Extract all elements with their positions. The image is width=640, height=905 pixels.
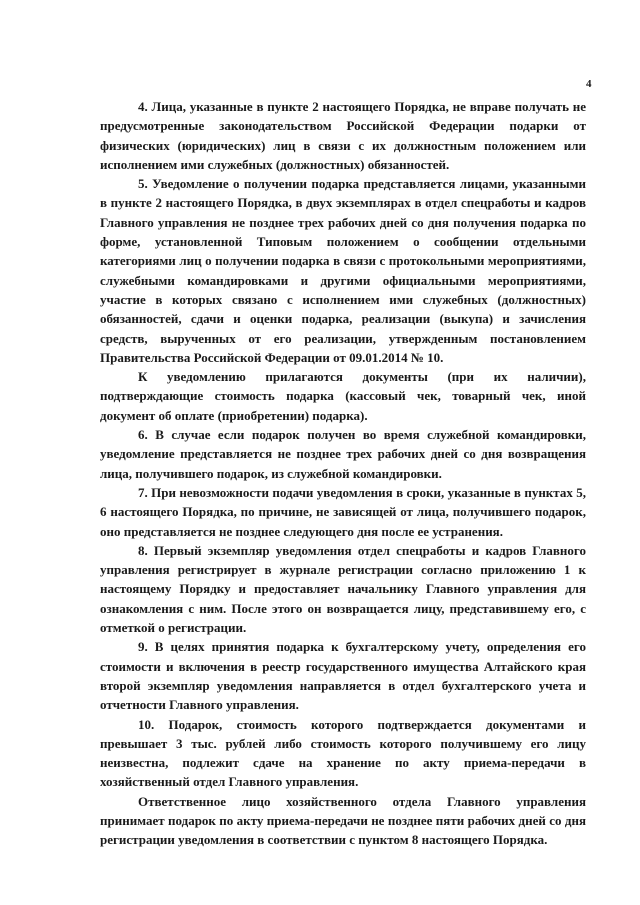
document-body [100,97,586,850]
page-number: 4 [586,78,592,90]
paragraph-10-responsible: Ответственное лицо хозяйственного отдела Главного управления принимает подарок по акту приема-передачи не позднее пяти рабочих дней со дня регистрации уведомления в соответствии с пунктом 8 настоящего Порядка. [100,793,586,848]
paragraph-5: 5. Уведомление о получении подарка представляется лицами, указанными в пункте 2 настоящего Порядка, в двух экземплярах в отдел спецработы и кадров Главного управления не позднее трех рабочих дней со дня получения подарка по форме, установленной Типовым положением о сообщении отдельными категориями лиц о получении подарка в связи с протокольными мероприятиями, служебными командировками и другими официальными мероприятиями, участие в которых связано с исполнением ими служебных (должностных) обязанностей, сдачи и оценки подарка, реализации (выкупа) и зачисления средств, вырученных от его реализации, утвержденным постановлением Правительства Российской Федерации от 09.01.2014 № 10. [100,176,586,365]
paragraph-10: 10. Подарок, стоимость которого подтверждается документами и превышает 3 тыс. рублей либо стоимость которого получившему его лицу неизвестна, подлежит сдаче на хранение по акту приема-передачи в хозяйственный отдел Главного управления. [100,716,586,790]
paragraph-7: 7. При невозможности подачи уведомления в сроки, указанные в пунктах 5, 6 настоящего Порядка, по причине, не зависящей от лица, получившего подарок, оно представляется не позднее следующего дня после ее устранения. [100,484,586,539]
paragraph-9: 9. В целях принятия подарка к бухгалтерскому учету, определения его стоимости и включения в реестр государственного имущества Алтайского края второй экземпляр уведомления направляется в отдел бухгалтерского учета и отчетности Главного управления. [100,639,586,713]
paragraph-5-attachments: К уведомлению прилагаются документы (при их наличии), подтверждающие стоимость подарка (кассовый чек, товарный чек, иной документ об оплате (приобретении) подарка). [100,369,586,423]
paragraph-4: 4. Лица, указанные в пункте 2 настоящего Порядка, не вправе получать не предусмотренные законодательством Российской Федерации подарки от физических (юридических) лиц в связи с их должностным положением или исполнением ими служебных (должностных) обязанностей. [100,99,586,172]
paragraph-6: 6. В случае если подарок получен во время служебной командировки, уведомление представляется не позднее трех рабочих дней со дня возвращения лица, получившего подарок, из служебной командировки. [100,427,586,481]
paragraph-8: 8. Первый экземпляр уведомления отдел спецработы и кадров Главного управления регистрирует в журнале регистрации согласно приложению 1 к настоящему Порядку и предоставляет начальнику Главного управления для ознакомления с ним. После этого он возвращается лицу, представившему его, с отметкой о регистрации. [100,542,586,636]
